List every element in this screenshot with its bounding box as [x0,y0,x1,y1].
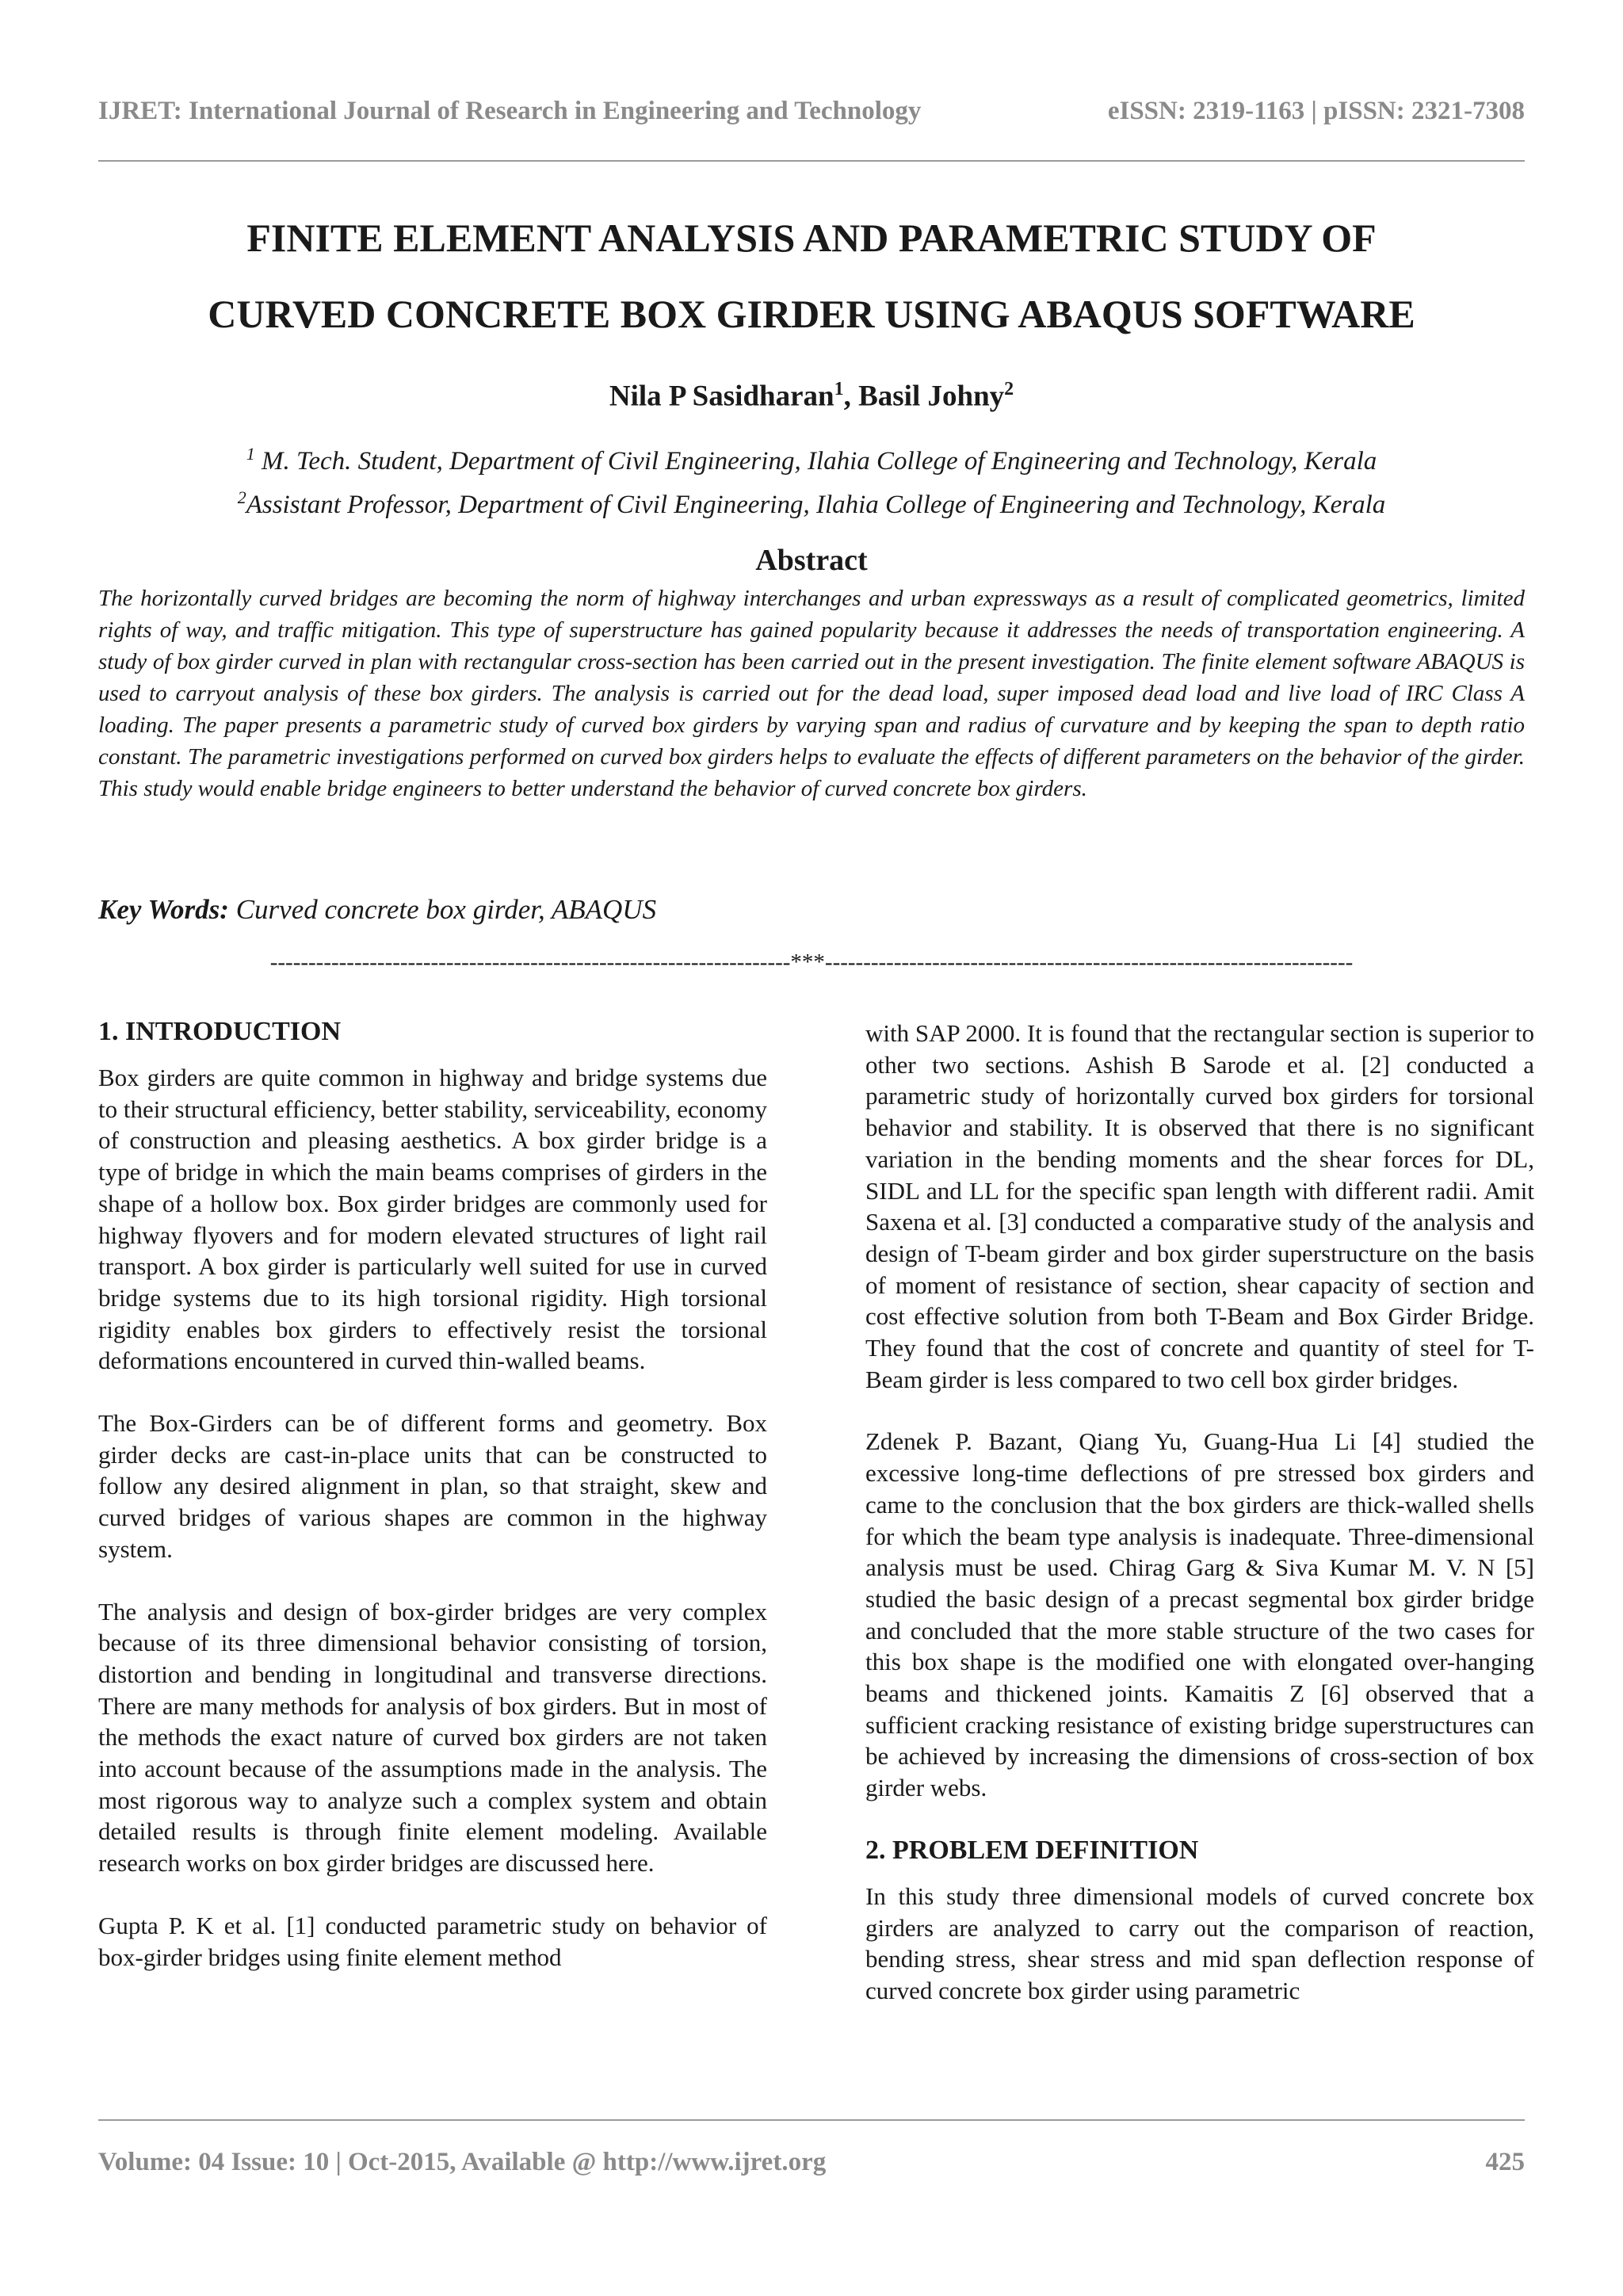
abstract-text: The horizontally curved bridges are becoming the norm of highway interchanges and urban expressways as a result of complicated geometrics, limited rights of way, and traffic mitigation. This type of superstructure has gained popularity because it addresses the needs of transportation engineering. A study of box girder curved in plan with rectangular cross-section has been carried out in the present investigation. The finite element software ABAQUS is used to carryout analysis of these box girders. The analysis is carried out for the dead load, super imposed dead load and live load of IRC Class A loading. The paper presents a parametric study of curved box girders by varying span and radius of curvature and by keeping the span to depth ratio constant. The parametric investigations performed on curved box girders helps to evaluate the effects of different parameters on the behavior of the girder. This study would enable bridge engineers to better understand the behavior of curved concrete box girders. [98,586,1525,801]
intro-paragraph-1: Box girders are quite common in highway and bridge systems due to their structural efficiency, better stability, serviceability, economy of construction and pleasing aesthetics. A box girder bridge is a type of bridge in which the main beams comprises of girders in the shape of a hollow box. Box girder bridges are commonly used for highway flyovers and for modern elevated structures of light rail transport. A box girder is particularly well suited for use in curved bridge systems due to its high torsional rigidity. High torsional rigidity enables box girders to effectively resist the torsional deformations encountered in curved thin-walled beams. [98,1064,767,1375]
affiliation-1-text: M. Tech. Student, Department of Civil Engineering, Ilahia College of Engineering and Technology, Kerala [254,447,1377,476]
header-rule [98,160,1525,162]
running-header [98,97,1525,126]
left-column [98,1016,767,2004]
affiliation-1-marker: 1 [246,444,255,464]
affiliation-2-text: Assistant Professor, Department of Civil Engineering, Ilahia College of Engineering and Technology, Kerala [246,491,1386,519]
issn-info: eISSN: 2319-1163 | pISSN: 2321-7308 [1107,97,1525,125]
footer-rule [98,2119,1525,2121]
author-2-marker: 2 [1004,379,1014,399]
running-footer [98,2148,1525,2177]
author-list [98,379,1525,413]
keywords-label: Key Words: [98,894,229,925]
problem-paragraph-1: In this study three dimensional models of curved concrete box girders are analyzed to carry out the comparison of reaction, bending stress, shear stress and mid span deflection response of curved concrete box girder using parametric [865,1881,1534,2004]
intro-paragraph-3: The analysis and design of box-girder bridges are very complex because of its three dimensional behavior consisting of torsion, distortion and bending in longitudinal and transverse directions. There are many methods for analysis of box girders. But in most of the methods the exact nature of curved box girders are not taken into account because of the assumptions made in the analysis. The most rigorous way to analyze such a complex system and obtain detailed results is through finite element modeling. Available research works on box girder bridges are discussed here. [98,1597,767,1878]
right-paragraph-1: with SAP 2000. It is found that the rectangular section is superior to other two sections. Ashish B Sarode et al. [2] conducted a parametric study of horizontally curved box girders for torsional behavior and stability. It is observed that there is no significant variation in the bending moments and the shear forces for DL, SIDL and LL for the specific span length with different radii. Amit Saxena et al. [3] conducted a comparative study of the analysis and design of T-beam girder and box girder superstructure on the basis of moment of resistance of section, shear capacity of section and cost effective solution from both T-Beam and Box Girder Bridge. They found that the cost of concrete and quantity of steel for T- Beam girder is less compared to two cell box girder bridges. [865,1019,1534,1393]
abstract-heading: Abstract [755,544,868,577]
problem-definition-heading: 2. PROBLEM DEFINITION [865,1835,1199,1865]
page-number: 425 [1485,2148,1525,2176]
intro-paragraph-4: Gupta P. K et al. [1] conducted parametric study on behavior of box-girder bridges using finite element method [98,1911,767,1971]
keywords-text: Curved concrete box girder, ABAQUS [228,894,657,925]
introduction-heading: 1. INTRODUCTION [98,1017,342,1046]
author-1: Nila P Sasidharan [609,380,834,413]
author-2: Basil Johny [858,380,1005,413]
author-1-marker: 1 [834,379,844,399]
author-separator: , [843,380,859,413]
keywords [98,894,1525,926]
right-column [865,1018,1534,2038]
title-line-2: CURVED CONCRETE BOX GIRDER USING ABAQUS SOFTWARE [208,292,1415,336]
affiliation-1 [98,436,1525,479]
paper-title [98,200,1525,352]
right-paragraph-2: Zdenek P. Bazant, Qiang Yu, Guang-Hua Li [4] studied the excessive long-time deflections of pre stressed box girders and came to the conclusion that the box girders are thick-walled shells for which the beam type analysis is inadequate. Three-dimensional analysis must be used. Chirag Garg & Siva Kumar M. V. N [5] studied the basic design of a precast segmental box girder bridge and concluded that the more stable structure of the two cases for this box shape is the modified one with elongated over-hanging beams and thickened joints. Kamaitis Z [6] observed that a sufficient cracking resistance of existing bridge superstructures can be achieved by increasing the dimensions of cross-section of box girder webs. [865,1427,1534,1802]
affiliation-2 [98,479,1525,523]
affiliation-2-marker: 2 [237,487,246,507]
volume-info: Volume: 04 Issue: 10 | Oct-2015, Available @ http://www.ijret.org [98,2148,827,2176]
title-line-1: FINITE ELEMENT ANALYSIS AND PARAMETRIC STUDY OF [246,216,1377,260]
journal-name: IJRET: International Journal of Research in Engineering and Technology [98,97,922,125]
affiliations [98,436,1525,523]
section-separator: --------------------------------------------------------------------***--------------------------------------------------------------------- [269,949,1354,975]
intro-paragraph-2: The Box-Girders can be of different forms and geometry. Box girder decks are cast-in-place units that can be constructed to follow any desired alignment in plan, so that straight, skew and curved bridges of various shapes are common in the highway system. [98,1409,767,1563]
